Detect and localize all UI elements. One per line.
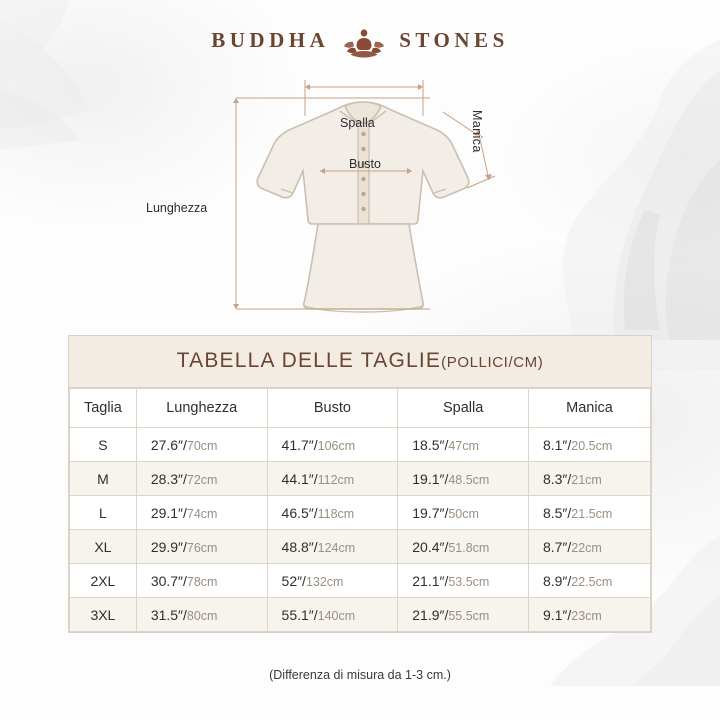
cell-size: XL (70, 530, 137, 564)
cell-size: M (70, 462, 137, 496)
cell-sleeve-inch: 8.3″/ (542, 470, 572, 487)
cell-length (136, 530, 267, 564)
lotus-meditation-icon (341, 20, 387, 60)
cell-sleeve-cm: 21.5cm (571, 506, 613, 521)
diagram-label-length: Lunghezza (146, 201, 208, 215)
size-table-container (68, 335, 652, 633)
cell-bust-cm: 112cm (317, 472, 355, 487)
table-row (70, 530, 651, 564)
cell-shoulder-cm: 55.5cm (448, 608, 490, 623)
column-header-shoulder: Spalla (398, 389, 529, 428)
cell-shoulder-cm: 50cm (448, 506, 479, 521)
cell-sleeve (528, 462, 650, 496)
cell-size: 3XL (70, 598, 137, 632)
cell-sleeve (528, 598, 650, 632)
cell-length-cm: 72cm (186, 472, 218, 487)
cell-shoulder (398, 598, 529, 632)
table-row (70, 462, 651, 496)
cell-size: 2XL (70, 564, 137, 598)
size-table-title-units: (POLLICI/CM) (441, 354, 544, 371)
cell-sleeve-cm: 22cm (571, 540, 602, 555)
cell-shoulder-inch: 21.9″/ (412, 606, 449, 623)
cell-bust (267, 496, 398, 530)
mandarin-collar-shirt-outline (0, 56, 720, 326)
column-header-size: Taglia (70, 389, 137, 428)
cell-shoulder-inch: 21.1″/ (412, 572, 449, 589)
cell-sleeve-inch: 8.7″/ (542, 538, 572, 555)
cell-length-inch: 28.3″/ (150, 470, 187, 487)
cell-shoulder (398, 428, 529, 462)
brand-logo (0, 20, 720, 60)
cell-bust-cm: 132cm (305, 574, 344, 589)
cell-length-inch: 30.7″/ (150, 572, 187, 589)
cell-bust (267, 462, 398, 496)
cell-sleeve-inch: 8.1″/ (542, 436, 572, 453)
table-row (70, 598, 651, 632)
cell-size: L (70, 496, 137, 530)
cell-sleeve (528, 496, 650, 530)
cell-sleeve-inch: 8.5″/ (542, 504, 572, 521)
cell-bust-cm: 106cm (317, 438, 356, 453)
cell-length-cm: 80cm (186, 608, 218, 623)
cell-length-cm: 78cm (186, 574, 218, 589)
column-header-length: Lunghezza (136, 389, 267, 428)
garment-diagram (0, 56, 720, 326)
cell-sleeve (528, 428, 650, 462)
cell-shoulder-cm: 47cm (448, 438, 479, 453)
cell-bust-cm: 140cm (317, 608, 356, 623)
cell-shoulder-inch: 18.5″/ (412, 436, 449, 453)
diagram-label-sleeve: Manica (470, 110, 484, 153)
cell-shoulder-cm: 53.5cm (448, 574, 490, 589)
cell-length (136, 598, 267, 632)
cell-length-inch: 29.9″/ (150, 538, 187, 555)
measurement-tolerance-note: (Differenza di misura da 1-3 cm.) (269, 668, 451, 682)
diagram-label-chest: Busto (349, 157, 381, 171)
cell-bust-inch: 44.1″/ (281, 470, 318, 487)
size-table (69, 388, 651, 632)
cell-sleeve-cm: 20.5cm (571, 438, 613, 453)
size-table-title (69, 336, 651, 388)
cell-bust-cm: 118cm (317, 506, 355, 521)
cell-bust (267, 564, 398, 598)
cell-length (136, 462, 267, 496)
cell-length (136, 428, 267, 462)
cell-shoulder (398, 564, 529, 598)
cell-sleeve-cm: 23cm (571, 608, 602, 623)
table-row (70, 564, 651, 598)
cell-sleeve (528, 564, 650, 598)
cell-length-inch: 31.5″/ (150, 606, 187, 623)
brand-word-left: BUDDHA (211, 27, 330, 52)
cell-shoulder-cm: 51.8cm (448, 540, 490, 555)
cell-shoulder (398, 496, 529, 530)
table-row (70, 496, 651, 530)
table-header-row (70, 389, 651, 428)
cell-length-inch: 27.6″/ (150, 436, 187, 453)
cell-size: S (70, 428, 137, 462)
cell-sleeve (528, 530, 650, 564)
cell-bust-inch: 48.8″/ (281, 538, 318, 555)
size-table-title-main: TABELLA DELLE TAGLIE (176, 349, 442, 372)
cell-length (136, 564, 267, 598)
cell-bust (267, 598, 398, 632)
cell-sleeve-inch: 8.9″/ (542, 572, 572, 589)
cell-length-cm: 76cm (186, 540, 218, 555)
cell-shoulder-inch: 19.1″/ (412, 470, 449, 487)
cell-length-cm: 74cm (186, 506, 218, 521)
cell-length-cm: 70cm (186, 438, 218, 453)
cell-length (136, 496, 267, 530)
column-header-bust: Busto (267, 389, 398, 428)
cell-shoulder (398, 530, 529, 564)
cell-bust-inch: 46.5″/ (281, 504, 318, 521)
cell-bust-inch: 52″/ (281, 572, 306, 589)
cell-bust-inch: 55.1″/ (281, 606, 318, 623)
cell-sleeve-cm: 22.5cm (571, 574, 613, 589)
cell-sleeve-inch: 9.1″/ (542, 606, 572, 623)
cell-shoulder-inch: 20.4″/ (412, 538, 449, 555)
cell-bust-inch: 41.7″/ (281, 436, 318, 453)
column-header-sleeve: Manica (528, 389, 650, 428)
cell-shoulder-cm: 48.5cm (448, 472, 490, 487)
cell-shoulder (398, 462, 529, 496)
cell-sleeve-cm: 21cm (571, 472, 602, 487)
cell-length-inch: 29.1″/ (150, 504, 187, 521)
table-row (70, 428, 651, 462)
cell-bust (267, 530, 398, 564)
brand-word-right: STONES (399, 27, 509, 52)
cell-bust (267, 428, 398, 462)
cell-shoulder-inch: 19.7″/ (412, 504, 449, 521)
cell-bust-cm: 124cm (317, 540, 356, 555)
diagram-label-shoulder: Spalla (340, 116, 375, 130)
